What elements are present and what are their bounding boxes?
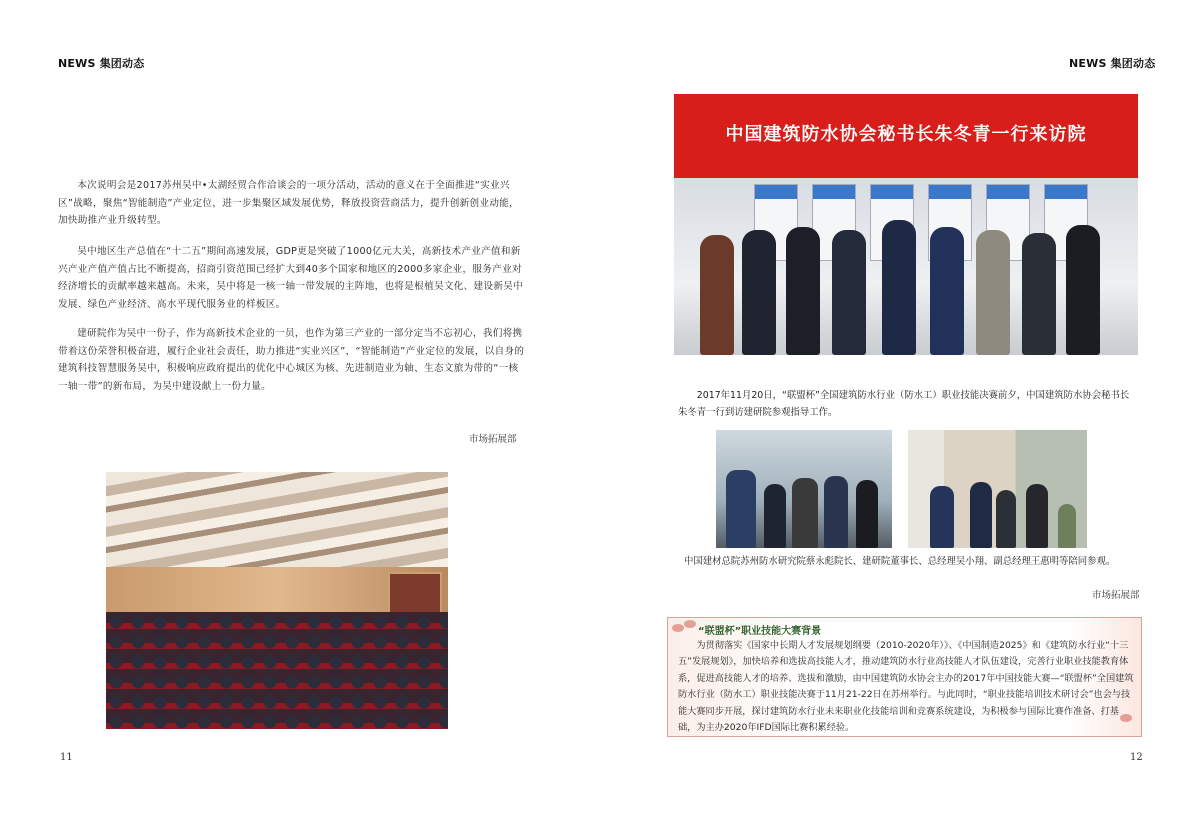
lab-visit-photo-1: [716, 430, 892, 548]
audience-seats: [106, 612, 448, 729]
background-info-box: [667, 617, 1142, 737]
main-photo-caption: 2017年11月20日，“联盟杯”全国建筑防水行业（防水工）职业技能决赛前夕，中国建筑防水协会秘书长朱冬青一行到访建研院参观指导工作。: [678, 390, 1130, 418]
box-text: 为贯彻落实《国家中长期人才发展规划纲要（2010-2020年）》、《中国制造2025》和《建筑防水行业“十三五”发展规划》，加快培养和选拔高技能人才，推动建筑防水行业高技能人才队伍建设，完善行业职业技能教育体系，促进高技能人才的培养、选拔和激励，由中国建筑防水协会主办的2017年中国技能大赛—“联盟杯”全国建筑防水行业（防水工）职业技能决赛于11月21-22日在苏州举行。与此同时，“职业技能培训技术研讨会”也会与技能大赛同步开展，探讨建筑防水行业未来职业化技能培训和竞赛系统建设，为积极参与国际比赛作准备、打基础，为主办2020年IFD国际比赛积累经验。: [678, 640, 1134, 734]
visitor-figure: [882, 220, 916, 355]
department-signature: 市场拓展部: [1092, 590, 1140, 601]
lab-visit-photo-2: [908, 430, 1087, 548]
exhibition-wall: [674, 178, 1138, 355]
visitor-figure: [930, 486, 954, 548]
visitor-figure: [792, 478, 818, 548]
page-number: 11: [60, 752, 73, 763]
visitor-figure: [764, 484, 786, 548]
decorative-petal: [684, 620, 696, 628]
conference-hall-photo: [106, 472, 448, 729]
second-photo-caption: 中国建材总院苏州防水研究院蔡永彪院长、建研院董事长、总经理吴小翔、副总经理王惠明等陪同参观。: [684, 556, 1116, 567]
red-banner: [674, 94, 1138, 178]
visitor-figure: [742, 230, 776, 355]
decorative-petal: [672, 624, 684, 632]
page-header: NEWS 集团动态: [1069, 57, 1156, 70]
visitor-figure: [1066, 225, 1100, 355]
visitor-figure: [976, 230, 1010, 355]
visit-group-photo: [674, 94, 1138, 355]
cabinet: [1058, 504, 1076, 548]
right-page: [600, 0, 1200, 820]
paragraph-2: 吴中地区生产总值在“十二五”期间高速发展，GDP更是突破了1000亿元大关，高新技术产业产值和新兴产业产值产值占比不断提高，招商引资范围已经扩大到40多个国家和地区的2000多家企业，服务产业对经济增长的贡献率越来越高。未来，吴中将是一核一轴一带发展的主阵地，也将是根植吴文化、建设新吴中发展、绿色产业经济、高水平现代服务业的样板区。: [58, 246, 524, 310]
box-title: “联盟杯”职业技能大赛背景: [698, 626, 822, 637]
visitor-figure: [824, 476, 848, 548]
visitor-figure: [726, 470, 756, 548]
page-number: 12: [1130, 752, 1143, 763]
visitor-figure: [996, 490, 1016, 548]
department-signature: 市场拓展部: [469, 434, 517, 445]
banner-title: 中国建筑防水协会秘书长朱冬青一行来访院: [725, 124, 1087, 145]
paragraph-1: 本次说明会是2017苏州吴中•太湖经贸合作洽谈会的一项分活动，活动的意义在于全面推进“实业兴区”战略，聚焦“智能制造”产业定位，进一步集聚区域发展优势，释放投资营商活力，提升创新创业动能，加快助推产业升级转型。: [58, 180, 520, 226]
paragraph-3: 建研院作为吴中一份子，作为高新技术企业的一员，也作为第三产业的一部分定当不忘初心，我们将携带着这份荣誉积极奋进，履行企业社会责任，助力推进“实业兴区”，“智能制造”产业定位的发展，以自身的建筑科技智慧服务吴中，积极响应政府提出的优化中心城区为核、先进制造业为轴、生态文旅为带的“一核一轴一带”的新布局，为吴中建设献上一份力量。: [58, 328, 525, 392]
page-header: NEWS 集团动态: [58, 57, 145, 70]
visitor-figure: [970, 482, 992, 548]
hall-ceiling: [106, 472, 448, 567]
visitor-figure: [832, 230, 866, 355]
visitor-figure: [786, 227, 820, 355]
visitor-figure: [1026, 484, 1048, 548]
visitor-figure: [856, 480, 878, 548]
visitor-figure: [930, 227, 964, 355]
visitor-figure: [1022, 233, 1056, 355]
visitor-figure: [700, 235, 734, 355]
